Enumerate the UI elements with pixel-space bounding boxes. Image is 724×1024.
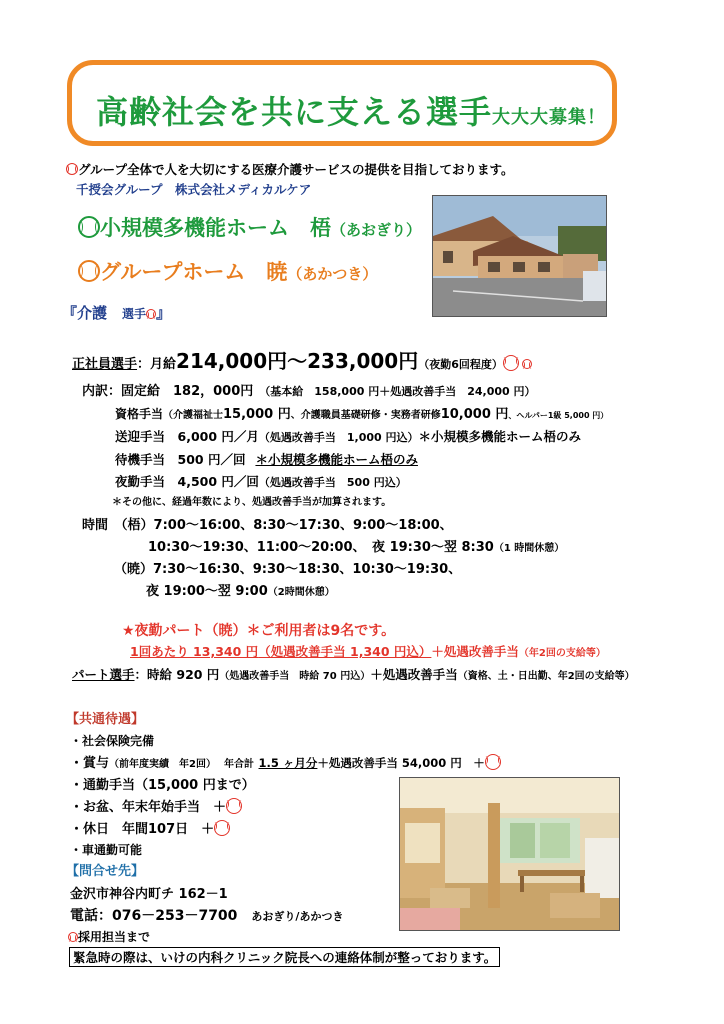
standby-tail: ＊小規模多機能ホーム梧のみ — [255, 452, 418, 467]
baseball-icon — [66, 163, 78, 175]
qualification-a: （介護福祉士 — [163, 410, 224, 421]
parttime-extra: ＋処遇改善手当 — [370, 667, 458, 682]
facility-akatsuki-name: グループホーム 暁 — [100, 260, 288, 284]
hours-akatsuki-1: （暁）7:30～16:30、9:30～18:30、10:30～19:30、 — [114, 562, 462, 577]
bonus-total-label: 年合計 — [224, 759, 254, 770]
facility-interior-photo — [399, 777, 620, 931]
obon-label: ・お盆、年末年始手当 ＋ — [70, 800, 227, 815]
fixed-pay: 内訳：固定給 182，000円 — [82, 384, 254, 399]
baseball-icon — [485, 754, 501, 770]
bonus-label: ・賞与 — [70, 756, 110, 771]
contact-recruit — [68, 928, 150, 945]
contact-phone — [70, 905, 343, 925]
night-part-extra-note: （年2回の支給等） — [518, 648, 606, 659]
bonus-months: 1.5 ヶ月分 — [258, 756, 318, 770]
night-part-extra: ＋処遇改善手当 — [431, 644, 519, 659]
parttime-hourly-note: （処遇改善手当 時給 70 円込） — [219, 671, 371, 682]
title-main-text: 高齢社会を共に支える選手 — [96, 93, 493, 131]
hours-a-line1: （梧）7:00～16:00、8:30～17:30、9:00～18:00、 — [121, 518, 453, 533]
transport-note: （処遇改善手当 1,000 円込） — [258, 431, 419, 444]
hours-label: 時間 — [82, 518, 109, 533]
hours-aogiri-2 — [148, 536, 564, 555]
breakdown-transport — [115, 427, 581, 445]
qualification-label: 資格手当 — [115, 407, 164, 421]
contact-heading: 【問合せ先】 — [66, 864, 145, 879]
transport-label: 送迎手当 6,000 円／月 — [115, 429, 259, 444]
baseball-icon — [68, 932, 78, 942]
baseball-icon — [503, 355, 519, 371]
bonus-note: （前年度実績 年2回） — [109, 759, 211, 770]
facility-aogiri-name: 小規模多機能ホーム 梧 — [100, 216, 331, 240]
benefit-bonus — [70, 752, 501, 771]
contact-address: 金沢市神谷内町チ 162－1 — [70, 887, 228, 902]
baseball-icon — [214, 820, 230, 836]
facility-aogiri-reading: （あおぎり） — [331, 221, 422, 239]
qualification-c: 、介護職員基礎研修・実務者研修 — [290, 410, 441, 421]
baseball-icon — [146, 309, 156, 319]
breakdown-additional: ＊その他に、経過年数により、処遇改善手当が加算されます。 — [112, 497, 392, 508]
breakdown-qualification — [115, 403, 608, 422]
recruit-text: 採用担当まで — [78, 930, 151, 944]
hours-b-night-note: （2時間休憩） — [267, 587, 335, 598]
night-part-heading: ★夜勤パート（暁）＊ご利用者は9名です。 — [122, 623, 396, 639]
intro-line — [66, 160, 514, 178]
title-sub-text: 大大大募集！ — [492, 107, 607, 128]
hours-a-line2: 10:30～19:30、11:00～20:00、 — [148, 540, 360, 555]
hours-b-night: 夜 19:00～翌 9:00 — [146, 584, 268, 599]
kaigo-open: 『介護 — [62, 304, 123, 322]
parttime-pay — [72, 665, 635, 683]
night-part-pay — [130, 642, 606, 660]
kaigo-label: 選手 — [122, 307, 147, 321]
page-title — [96, 87, 606, 133]
night-label: 夜勤手当 4,500 円／回 — [115, 474, 259, 489]
common-heading: 【共通待遇】 — [66, 712, 145, 727]
intro-text: グループ全体で人を大切にする医療介護サービスの提供を目指しております。 — [78, 162, 514, 177]
benefit-car: ・車通勤可能 — [70, 843, 143, 857]
phone-number: 電話：076－253－7700 — [70, 908, 238, 924]
benefit-commute: ・通勤手当（15,000 円まで） — [70, 778, 255, 793]
exterior-illustration — [433, 196, 607, 317]
fixed-pay-note: （基本給 158,000 円＋処遇改善手当 24,000 円） — [259, 385, 536, 398]
qualification-b: 15,000 円 — [223, 407, 291, 422]
facility-akatsuki-reading: （あかつき） — [287, 265, 378, 283]
emergency-note: 緊急時の際は、いけの内科クリニック院長への連絡体制が整っております。 — [69, 947, 500, 967]
group-name: 千授会グループ 株式会社メディカルケア — [76, 182, 312, 197]
section-kaigo — [62, 302, 171, 323]
benefit-holiday — [70, 818, 230, 837]
fulltime-amount: 214,000円～233,000円 — [176, 349, 419, 373]
interior-illustration — [400, 778, 620, 931]
benefit-insurance: ・社会保険完備 — [70, 734, 155, 748]
phone-note: あおぎり/あかつき — [251, 910, 344, 923]
breakdown-fixed — [82, 380, 536, 399]
parttime-hourly: ：時給 920 円 — [134, 667, 220, 682]
baseball-icon — [226, 798, 242, 814]
night-part-amount-note: （処遇改善手当 1,340 円込） — [258, 644, 432, 659]
facility-aogiri — [78, 212, 421, 242]
night-note: （処遇改善手当 500 円込） — [258, 476, 407, 489]
baseball-icon — [78, 260, 100, 282]
hours-a-night-note: （1 時間休憩） — [493, 543, 565, 554]
kaigo-close: 』 — [156, 304, 172, 322]
bonus-tail: ＋処遇改善手当 54,000 円 ＋ — [317, 756, 485, 770]
facility-exterior-photo — [432, 195, 607, 317]
breakdown-standby — [115, 450, 418, 468]
qualification-d: 10,000 円 — [440, 407, 509, 422]
hours-a-night: 夜 19:30～翌 8:30 — [372, 540, 494, 555]
title-box — [67, 60, 617, 146]
baseball-icon — [522, 359, 532, 369]
hours-akatsuki-2 — [146, 580, 335, 599]
baseball-icon — [78, 216, 100, 238]
breakdown-night — [115, 472, 407, 490]
standby-label: 待機手当 500 円／回 — [115, 452, 246, 467]
night-part-amount: 1回あたり 13,340 円 — [130, 644, 259, 659]
parttime-extra-note: （資格、土・日出勤、年2回の支給等） — [457, 671, 635, 682]
fulltime-label: 正社員選手 — [72, 357, 138, 372]
holiday-label: ・休日 年間107日 ＋ — [70, 822, 215, 837]
fulltime-note: （夜勤6回程度） — [418, 358, 503, 371]
fulltime-salary — [72, 345, 532, 374]
facility-akatsuki — [78, 256, 377, 286]
qualification-e: 、ヘルパー1級 5,000 円） — [508, 411, 609, 420]
benefit-obon — [70, 796, 242, 815]
transport-tail: ＊小規模多機能ホーム梧のみ — [418, 429, 582, 444]
parttime-label: パート選手 — [72, 667, 135, 682]
hours-aogiri-1 — [82, 514, 453, 533]
fulltime-prefix: ：月給 — [137, 357, 177, 372]
